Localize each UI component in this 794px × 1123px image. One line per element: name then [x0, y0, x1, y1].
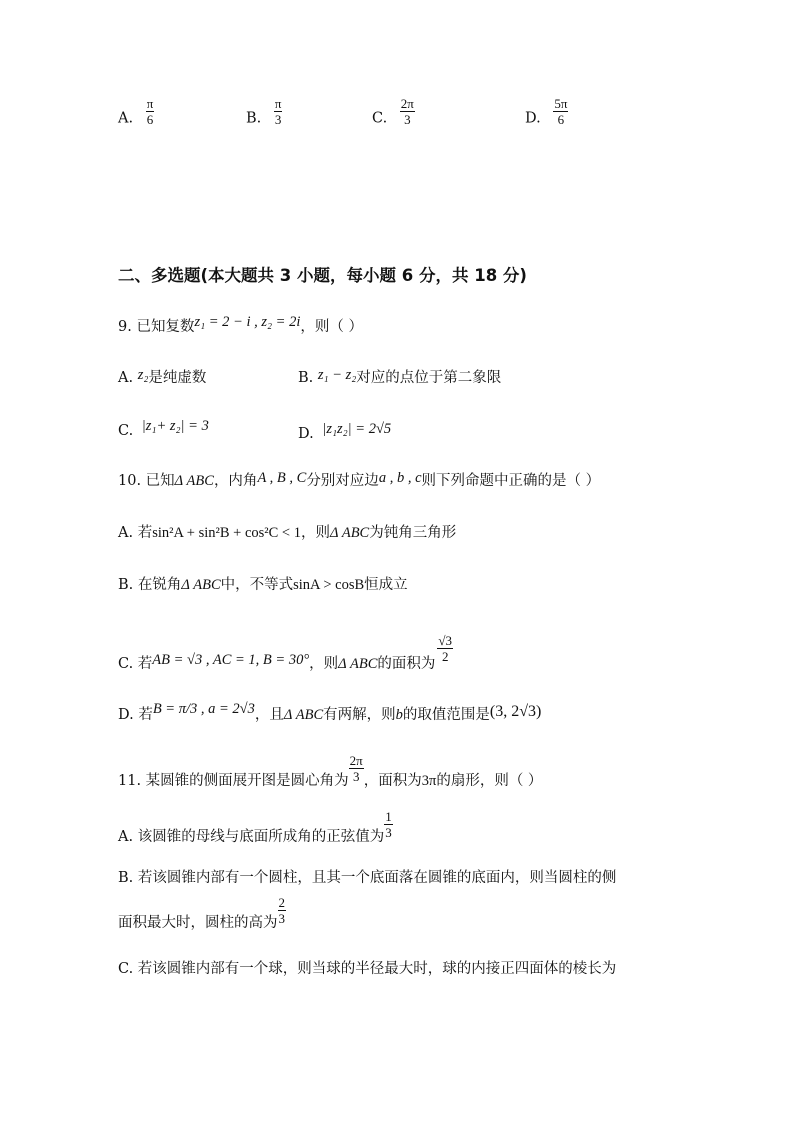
- question-text: 已知: [145, 473, 175, 489]
- option-letter: A.: [118, 828, 134, 845]
- math-expression: |z₁z₂| = 2√5: [322, 421, 392, 437]
- q9-stem: [118, 314, 363, 336]
- option-text: 中，不等式: [220, 577, 294, 593]
- option-text: 恒成立: [364, 577, 408, 593]
- option-text: 若: [138, 707, 153, 723]
- question-text: 的扇形，则（ ）: [436, 772, 543, 789]
- option-letter: B.: [118, 577, 134, 593]
- math-expression: sin²A + sin²B + cos²C < 1: [152, 525, 301, 541]
- q11-option-c: [118, 960, 616, 978]
- option-letter: B.: [118, 870, 134, 886]
- question-text: ，内角: [213, 473, 258, 489]
- fraction-denominator: 3: [385, 825, 392, 840]
- math-expression: Δ ABC: [338, 655, 378, 672]
- q10-option-b: [118, 576, 408, 594]
- option-text: 若: [137, 655, 153, 672]
- option-text: 对应的点位于第二象限: [356, 370, 502, 386]
- math-expression: Δ ABC: [174, 473, 214, 489]
- option-letter: C.: [118, 423, 134, 439]
- option-letter: C.: [118, 655, 134, 672]
- option-text: 在锐角: [137, 577, 182, 593]
- q10-option-c: [118, 626, 453, 672]
- fraction-numerator: √3: [438, 633, 453, 648]
- fraction-denominator: 6: [146, 112, 154, 127]
- q9-option-d: [298, 421, 392, 443]
- math-expression: b: [395, 707, 403, 723]
- section-title: 二、多选题(本大题共 3 小题，每小题 6 分，共 18 分): [118, 266, 527, 285]
- fraction: [349, 754, 364, 783]
- math-expression: z₂: [137, 367, 149, 383]
- option-text: ，则: [300, 525, 330, 541]
- option-letter: B.: [298, 370, 314, 386]
- option-text: 的面积为: [377, 655, 436, 672]
- option-letter: A.: [118, 370, 134, 386]
- fraction-numerator: 2: [278, 895, 285, 910]
- math-expression: A , B , C: [257, 470, 307, 486]
- question-text: 分别对应边: [306, 473, 379, 489]
- option-letter: D.: [298, 426, 314, 442]
- option-letter: A.: [118, 525, 134, 541]
- q10-option-d: [118, 701, 542, 724]
- fraction-denominator: 3: [274, 112, 282, 127]
- option-letter: C.: [118, 961, 134, 977]
- fraction-denominator: 3: [278, 911, 285, 926]
- fraction: [146, 97, 155, 126]
- fraction-numerator: 1: [385, 809, 392, 824]
- math-expression: 3π: [421, 772, 437, 789]
- option-text: 若: [137, 525, 153, 541]
- fraction: [384, 810, 393, 839]
- math-expression: Δ ABC: [283, 707, 324, 723]
- q9-option-c: [118, 418, 209, 440]
- math-expression: Δ ABC: [329, 525, 370, 541]
- option-text: ，且: [254, 707, 284, 723]
- math-expression: Δ ABC: [181, 577, 221, 593]
- q11-option-a: [118, 808, 393, 845]
- option-letter: C.: [372, 110, 388, 127]
- math-expression: B = π/3 , a = 2√3: [152, 701, 255, 717]
- fraction: [400, 97, 415, 126]
- question-text: ，则（ ）: [300, 319, 363, 335]
- question-number: 9.: [118, 319, 132, 335]
- question-number: 10.: [118, 473, 142, 489]
- math-expression: AB = √3 , AC = 1, B = 30°: [152, 651, 310, 668]
- fraction: [437, 634, 453, 663]
- math-expression: |z₁+ z₂| = 3: [141, 418, 209, 434]
- fraction-numerator: π: [274, 96, 282, 111]
- fraction-denominator: 3: [352, 769, 360, 784]
- option-text: 为钝角三角形: [369, 525, 457, 541]
- option-text: 若该圆锥内部有一个圆柱，且其一个底面落在圆锥的底面内，则当圆柱的侧: [137, 870, 617, 886]
- fraction-denominator: 3: [404, 112, 411, 127]
- option-text: 若该圆锥内部有一个球，则当球的半径最大时，球的内接正四面体的棱长为: [137, 961, 617, 977]
- question-text: 已知复数: [136, 319, 195, 335]
- fraction: [274, 97, 283, 126]
- fraction: [278, 896, 287, 925]
- option-text: 有两解，则: [323, 707, 396, 723]
- fraction-numerator: π: [146, 96, 154, 111]
- q10-stem: [118, 472, 600, 490]
- fraction-denominator: 6: [557, 112, 565, 127]
- math-expression: z₁ = 2 − i , z₂ = 2i: [194, 314, 301, 330]
- question-text: 则下列命题中正确的是（ ）: [421, 473, 601, 489]
- fraction-denominator: 2: [441, 649, 449, 664]
- option-text: 面积最大时，圆柱的高为: [118, 914, 278, 931]
- math-expression: sinA > cosB: [293, 577, 365, 593]
- fraction: [553, 97, 568, 126]
- option-text: ，则: [309, 655, 339, 672]
- q8-option-a: [118, 96, 154, 133]
- option-text: 该圆锥的母线与底面所成角的正弦值为: [137, 828, 385, 845]
- q10-option-a: [118, 524, 456, 542]
- option-letter: B.: [246, 110, 262, 127]
- question-number: 11.: [118, 772, 142, 789]
- fraction-numerator: 2π: [400, 96, 414, 111]
- math-expression: a , b , c: [378, 470, 422, 486]
- option-text: 是纯虚数: [148, 370, 207, 386]
- q9-option-a: [118, 369, 206, 387]
- q9-option-b: [298, 369, 501, 387]
- q11-option-b-line1: [118, 869, 616, 887]
- q11-option-b-line2: [118, 894, 286, 931]
- math-expression: z₁ − z₂: [317, 367, 357, 383]
- question-text: ，面积为: [363, 772, 422, 789]
- option-letter: A.: [118, 110, 134, 127]
- option-text: 的取值范围是: [402, 707, 490, 723]
- fraction-numerator: 5π: [554, 96, 568, 111]
- q11-stem: [118, 752, 543, 789]
- q8-option-b: [246, 96, 282, 133]
- fraction-numerator: 2π: [349, 753, 363, 768]
- question-text: 某圆锥的侧面展开图是圆心角为: [145, 772, 349, 789]
- option-letter: D.: [525, 110, 541, 127]
- math-expression: (3, 2√3): [489, 703, 542, 720]
- option-letter: D.: [118, 707, 134, 723]
